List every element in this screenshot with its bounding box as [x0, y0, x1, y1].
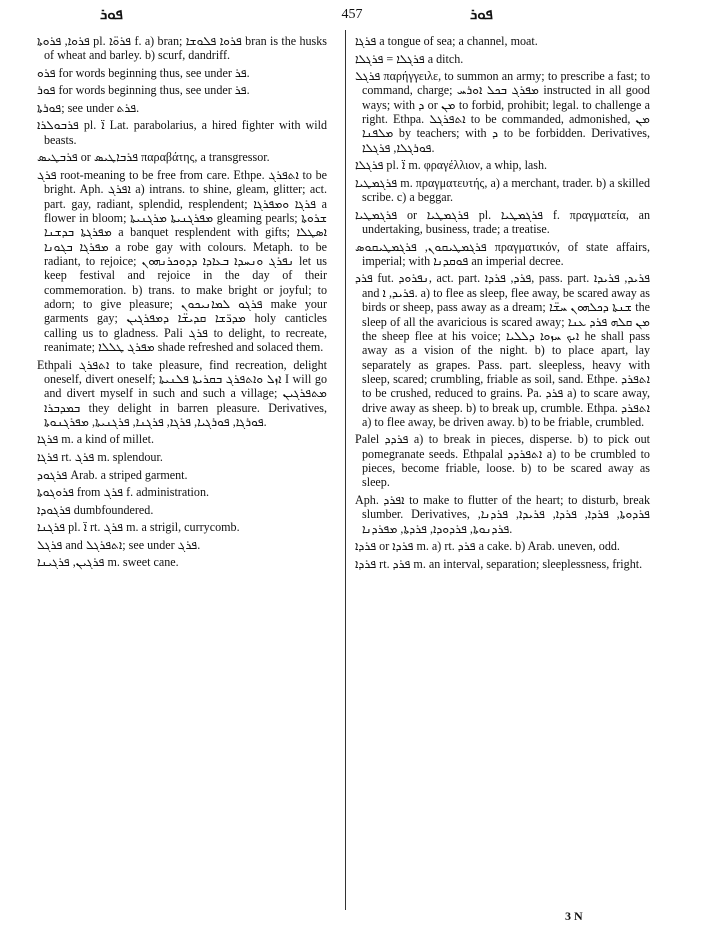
page-number: 457: [341, 7, 363, 22]
dictionary-entry: ܦܪܓܘܕ Arab. a striped garment.: [37, 467, 188, 482]
dictionary-entry: Palel ܦܪܕܕ a) to break in pieces, disperse. b) to pick out pomegranate seeds. Ethpalal ܐܬܦܪܕܕ a) to be crumbled to pieces, become friable, loose. b) to be scared away as sleep.: [355, 432, 650, 490]
dictionary-entry: Ethpali ܐܬܦܪܓ to take pleasure, find recreation, delight oneself, divert oneself; ܐܙܠ ܘܐܬܦܪܓ ܒܩܪܝܬܐ ܦܠܢܝܬܐ I will go and divert myself in such and such a village; ܡܬܦܪܓܝܢ ܒܡܕܒܪܐ they delight in barren pleasure. Derivatives, ܦܘܪܓܐ, ܦܘܪܓܝܐ, ܦܪܓܐ, ܦܪܓܢܐ, ܦܪܓܢܝܬܐ, ܡܦܪܓܢܘܬܐ.: [37, 357, 327, 429]
dictionary-entry: ܦܪܓܠ παρήγγειλε, to summon an army; to prescribe a fast; to command, charge; ܡܦܪܓ ܒܟܠ ܐܘܪܚ instructed in all good ways; with ܕ or ܡܢ to forbid, prohibit; legal. to challenge a right. Ethpa. ܐܬܦܪܓܠ to be commanded, admonished, ܡܢ ܡܠܦܢܐ by teachers; with ܕ to be forbidden. Derivatives, ܦܘܪܓܠܐ, ܦܪܓܠܐ.: [355, 69, 651, 155]
left-column: [37, 34, 327, 573]
dictionary-entry: ܦܪܘܓܘܬܐ from ܦܪܓ f. administration.: [37, 485, 210, 500]
dictionary-entry: ܦܪܓܐ a tongue of sea; a channel, moat.: [355, 34, 538, 48]
dictionary-entry: ܦܪܘܐ, ܦܪܘܬܐ pl. ܦܪܘ̈ܐ f. a) bran; ܦܪܘܐ ܦܠܘܫܐ bran is the husks of wheat and barley. b) scurf, dandriff.: [37, 34, 328, 63]
dictionary-entry: ܦܪܓܡܛܝܐ m. πραγματευτής, a) a merchant, trader. b) a skilled scribe. c) a beggar.: [355, 175, 650, 205]
dictionary-entry: ܦܪܓܐ rt. ܦܪܓ m. splendour.: [37, 449, 163, 464]
signature-mark: 3 N: [565, 909, 583, 923]
dictionary-entry: ܦܪܓܠܐ = ܦܪܓܠܐ a ditch.: [355, 51, 464, 66]
column-divider: [345, 30, 346, 910]
dictionary-entry: ܦܪܓܠ and ܐܬܦܪܓܠ; see under ܦܪܓ.: [37, 537, 201, 552]
dictionary-entry: ܦܪܒܛܝܣ or ܦܪܒܐܛܝܣ παραβάτης, a transgressor.: [37, 150, 270, 165]
dictionary-entry: ܦܪܕܐ or ܦܪܕܐ m. a) rt. ܦܪܕ a cake. b) Arab. uneven, odd.: [355, 539, 620, 554]
dictionary-entry: ܦܘܪܬܐ; see under ܦܪܬ.: [37, 100, 140, 115]
dictionary-entry: ܦܪܕܐ rt. ܦܪܕ m. an interval, separation; sleeplessness, fright.: [355, 556, 643, 571]
dictionary-entry: ܦܘܪ for words beginning thus, see under ܦܪ.: [37, 83, 250, 98]
dictionary-entry: ܦܪܓܡܛܝܩܘܢ, ܦܪܓܡܛܝܩܘܣ πραγματικόν, of state affairs, imperial; with ܦܘܩܕܢܐ an imperial decree.: [355, 239, 650, 268]
dictionary-entry: ܦܪܕ fut. ܢܦܪܘܕ, act. part. ܦܪܕ, ܦܪܕܐ, pass. part. ܦܪܝܕ, ܦܪܝܕܐ and ܦܪܝܕ, ܐ. a) to flee as sleep, flee away, be scared away as birds or sheep, pass away as a dream; ܫܢܬܐ ܕܟܠܗܘܢ ܚܫ̈ܐ the sleep of all the avaricious is scared away; ܡܢ ܩܠܗ ܦܪܕ ܥܢܐ the sheep flee at his voice; ܐܝܟ ܚܙܘܐ ܕܠܠܝܐ he shall pass away as a vision of the night. b) to place apart, lay separately as grapes. Pass. part. sleepless, heavy with sleep, scared; crumbling, friable as soil, sand. Ethpe. ܐܬܦܪܕ to be crushed, reduced to grains. Pa. ܦܪܕ a) to scare away, drive away as sheep. b) to break up, crumble. Ethpa. ܐܬܦܪܕ a) to flee away, be driven away. b) to be friable, crumbled.: [355, 271, 650, 429]
dictionary-entry: ܦܪܘ for words beginning thus, see under ܦܪ.: [37, 65, 250, 80]
dictionary-entry: ܦܪܓܠܐ pl. ܐ̈ m. φραγέλλιον, a whip, lash.: [355, 158, 548, 173]
dictionary-entry: ܦܪܓ root-meaning to be free from care. Ethpe. ܐܬܦܪܓ to be bright. Aph. ܐܦܪܓ a) intrans. to shine, gleam, glitter; act. part. gay, radiant, splendid, resplendent; ܦܪܓܐ ܘܡܦܪܓܐ a flower in bloom; ܡܦܪܓܢܝܬܐ ܡܪܓܢܝܬܐ gleaming pearls; ܫܪܘܬܐ ܡܦܪܓܬܐ ܒܕܫܢܐ a banquet resplendent with gifts; ܐܣܛܠܐ ܡܦܪܓܐ ܒܓܘܢܐ a robe gay with colours. Metaph. to be radiant, to rejoice; ܢܦܪܓ ܘܢܚܕܐ ܒܥܐܕܐ ܕܕܘܟܪܢܗܘܢ let us keep festival and rejoice in the day of their commemoration. b) trans. to make bright or joyful; to adorn; to give pleasure; ܦܪܓܘ ܠܡܐܢܝܟܘܢ make your garments gay; ܡܕܪ̈ܫܐ ܩܕܝܫ̈ܐ ܕܡܦܪܓܝܢ holy canticles calling us to gladness. Pali ܦܪܓ to delight, to recreate, reanimate; ܡܦܪܓ ܛܠܠܐ shade refreshed and solaced them.: [37, 167, 328, 354]
dictionary-entry: ܦܪܒܘܠܪܐ pl. ܐ̈ Lat. parabolarius, a hired fighter with wild beasts.: [37, 118, 327, 147]
dictionary-entry: Aph. ܐܦܪܕ to make to flutter of the heart; to disturb, break slumber. Derivatives, ܦܪܕܘܬܐ, ܦܪܕܐ, ܦܪܕܐ, ܦܪܝܕܐ, ܦܪܕܢܐ, ܦܪܕܢܘܬܐ, ܦܪܕܘܕܐ, ܦܪܕܬܐ, ܡܦܪܕܢܐ.: [355, 493, 650, 536]
right-column: [355, 34, 650, 574]
running-headword-left: ܦܘܪ: [100, 7, 123, 23]
page-header: [0, 6, 704, 30]
dictionary-entry: ܦܪܓܝܢ, ܦܪܓܝܢܐ m. sweet cane.: [37, 555, 179, 570]
dictionary-entry: ܦܪܓܡܛܝܐ or ܦܪܓܡܛܝܐ pl. ܦܪܓܡܛܝܐ f. πραγματεία, an undertaking, business, trade; a treatise.: [355, 207, 651, 237]
dictionary-entry: ܦܪܓܐ m. a kind of millet.: [37, 432, 154, 447]
dictionary-entry: ܦܪܓܢܐ pl. ܐ̈ rt. ܦܪܓ m. a strigil, currycomb.: [37, 520, 240, 535]
running-headword-right: ܦܘܪ: [470, 7, 493, 23]
dictionary-entry: ܦܪܓܘܕܐ dumbfoundered.: [37, 502, 154, 517]
